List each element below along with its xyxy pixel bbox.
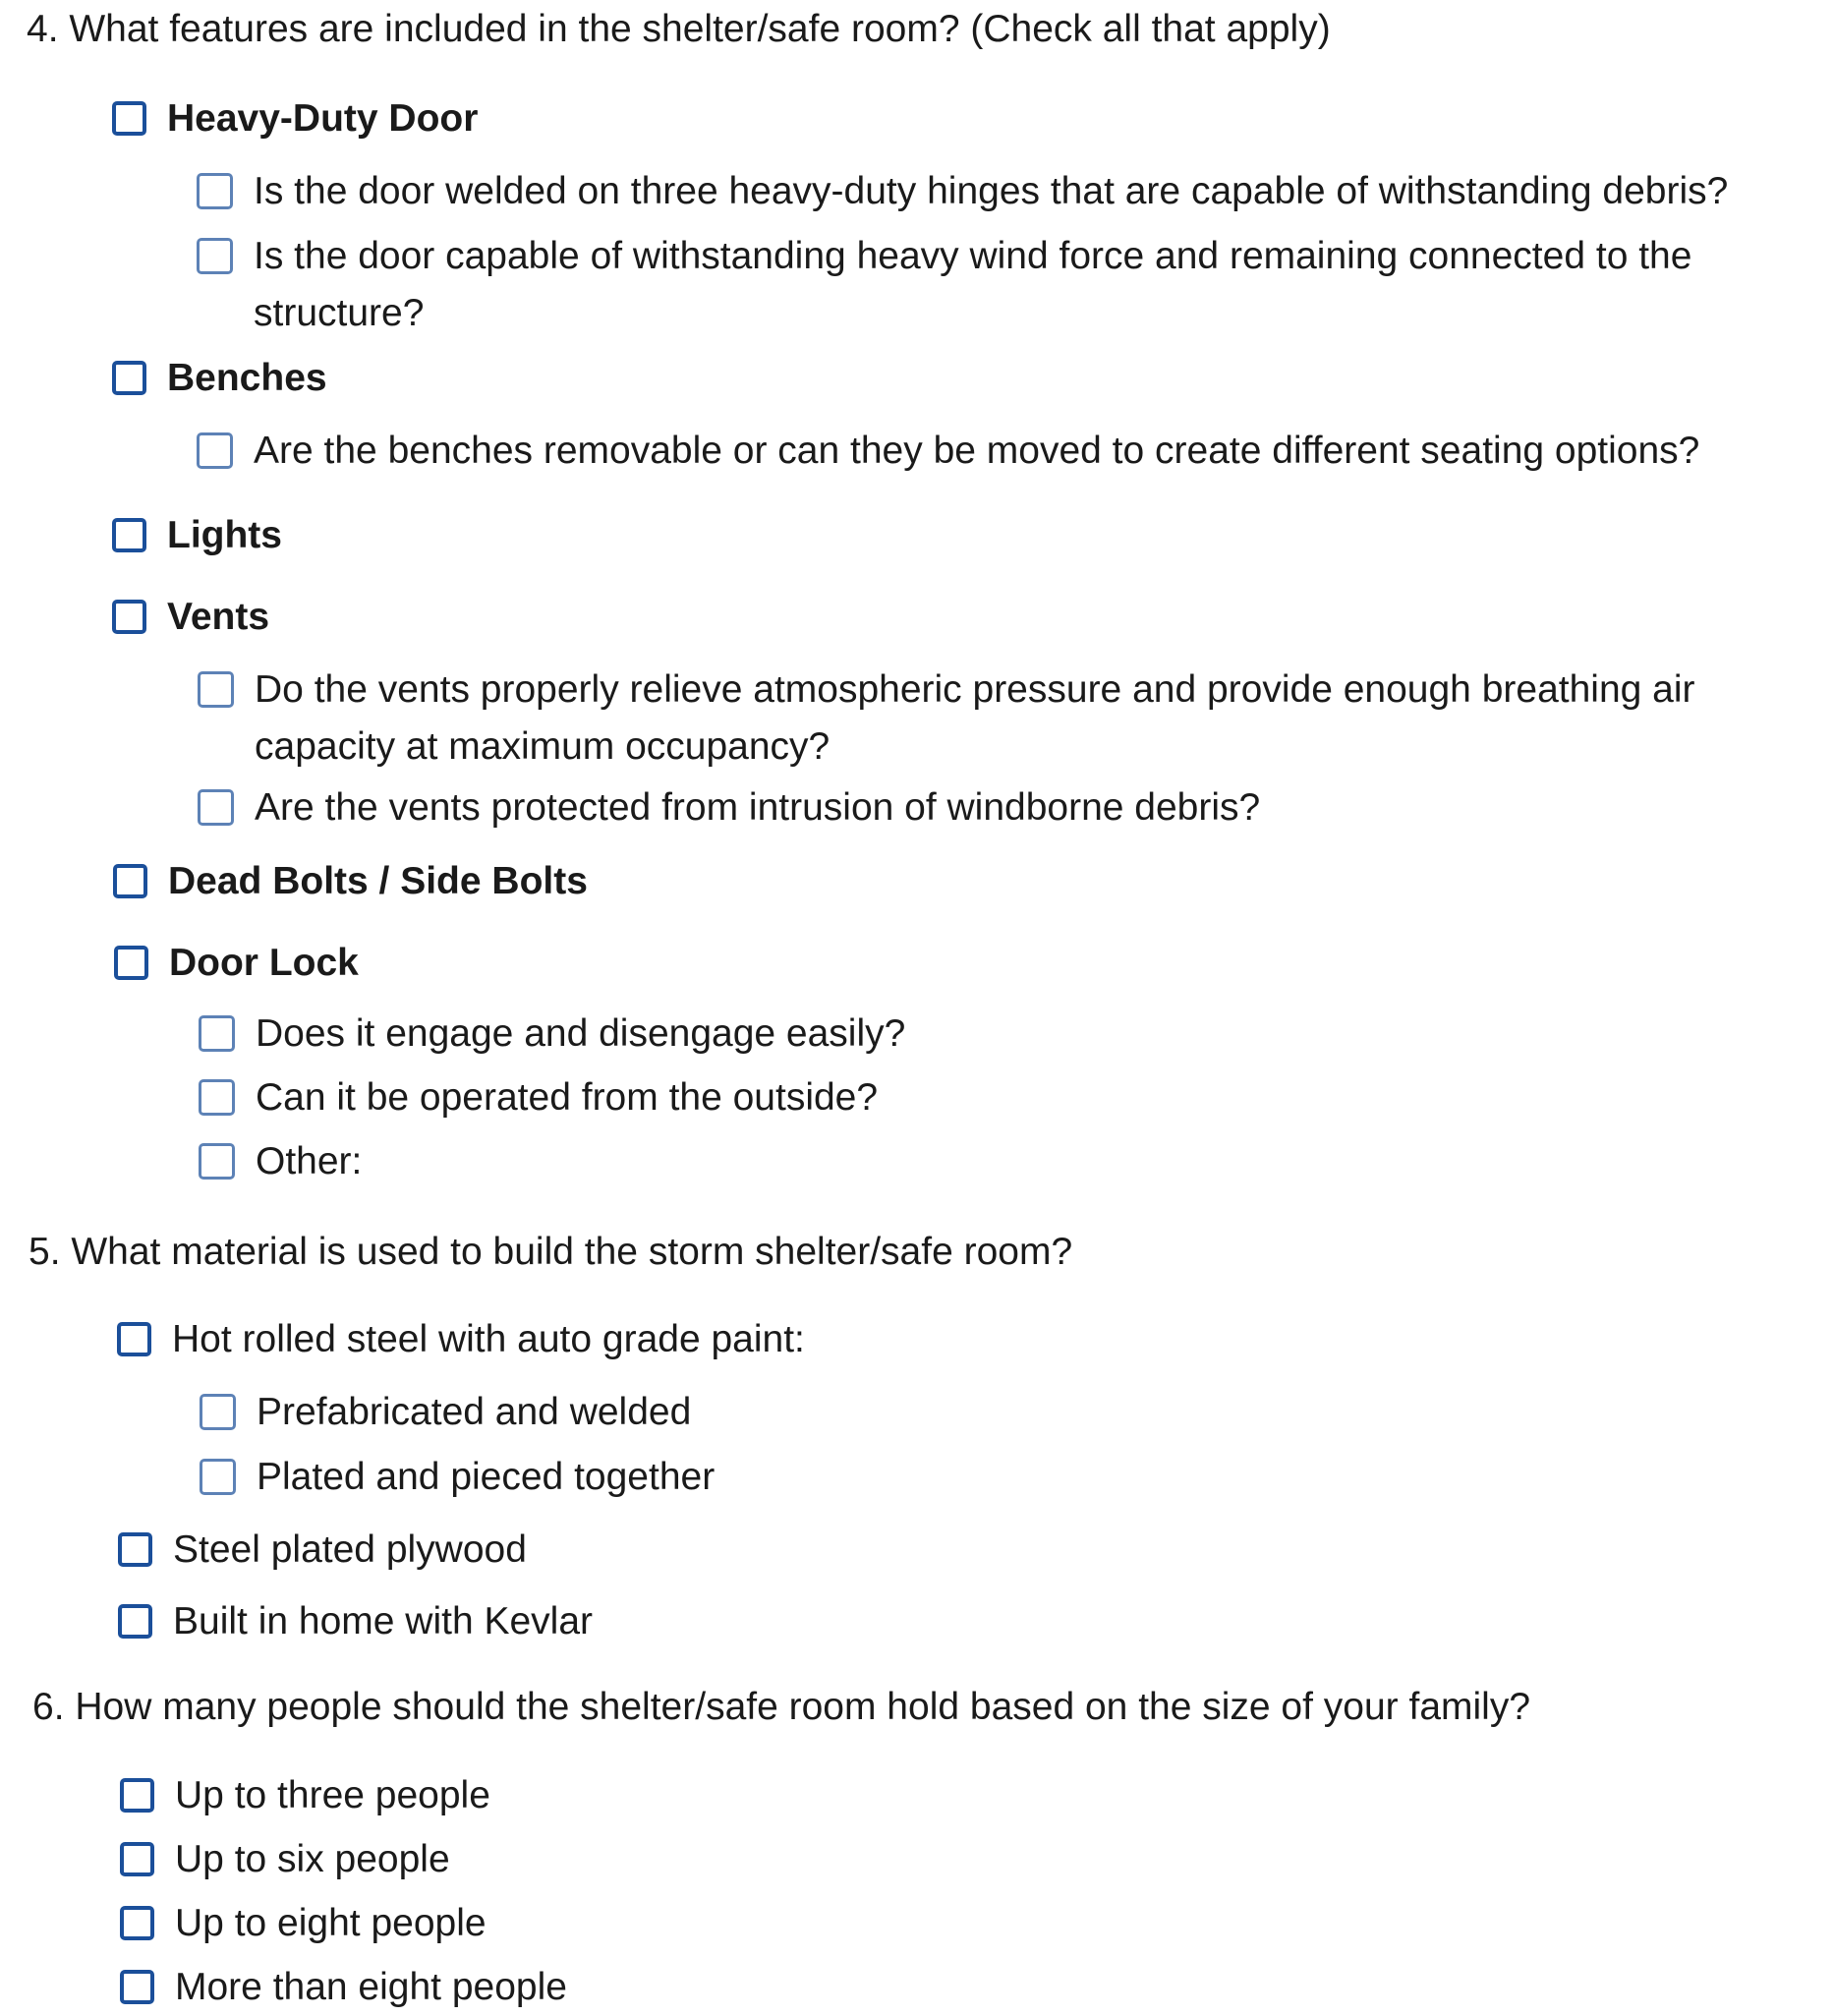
option-label: Prefabricated and welded <box>257 1391 692 1433</box>
checkbox[interactable] <box>113 864 147 898</box>
option-up-to-eight[interactable] <box>120 1895 487 1952</box>
option-label: Are the vents protected from intrusion of windborne debris? <box>255 786 1261 829</box>
checkbox[interactable] <box>112 518 146 552</box>
option-label: Heavy-Duty Door <box>167 97 479 140</box>
sub-option-benches-removable[interactable] <box>197 423 1699 480</box>
checkbox[interactable] <box>197 432 233 469</box>
option-vents[interactable] <box>112 589 269 646</box>
option-label: Is the door welded on three heavy-duty hinges that are capable of withstanding debris? <box>254 170 1729 212</box>
option-dead-bolts[interactable] <box>113 853 588 910</box>
checkbox[interactable] <box>118 1604 152 1639</box>
option-label: Are the benches removable or can they be moved to create different seating options? <box>254 430 1700 472</box>
checkbox[interactable] <box>120 1778 154 1813</box>
checkbox[interactable] <box>198 671 234 708</box>
sub-option-lock-outside[interactable] <box>199 1069 878 1126</box>
checkbox[interactable] <box>199 1015 235 1052</box>
checkbox[interactable] <box>199 1079 235 1116</box>
checkbox[interactable] <box>120 1842 154 1876</box>
sub-option-vents-debris[interactable] <box>198 779 1260 836</box>
option-lights[interactable] <box>112 507 282 564</box>
checkbox[interactable] <box>114 946 148 980</box>
checkbox[interactable] <box>198 789 234 826</box>
option-label: Vents <box>167 596 270 638</box>
question-5-text: 5. What material is used to build the storm shelter/safe room? <box>29 1231 1073 1273</box>
option-label: More than eight people <box>175 1966 567 2008</box>
checkbox[interactable] <box>199 1143 235 1180</box>
option-label: Up to six people <box>175 1838 450 1880</box>
option-label: Hot rolled steel with auto grade paint: <box>172 1318 805 1360</box>
option-label: Up to three people <box>175 1774 490 1816</box>
option-label: Built in home with Kevlar <box>173 1600 594 1642</box>
checkbox[interactable] <box>197 173 233 209</box>
option-label: Benches <box>167 357 327 399</box>
sub-option-vents-pressure[interactable] <box>198 662 1788 776</box>
checkbox[interactable] <box>197 238 233 274</box>
question-6-text: 6. How many people should the shelter/safe room hold based on the size of your family? <box>32 1686 1531 1728</box>
option-steel-plated-plywood[interactable] <box>118 1522 527 1579</box>
option-label: Other: <box>256 1140 363 1182</box>
option-kevlar[interactable] <box>118 1593 593 1650</box>
option-label: Can it be operated from the outside? <box>256 1076 879 1119</box>
sub-option-lock-engage[interactable] <box>199 1006 905 1063</box>
option-label: Does it engage and disengage easily? <box>256 1012 906 1055</box>
option-hot-rolled-steel[interactable] <box>117 1311 805 1368</box>
sub-option-plated[interactable] <box>200 1449 715 1506</box>
checkbox[interactable] <box>118 1532 152 1567</box>
checkbox[interactable] <box>117 1322 151 1356</box>
checkbox[interactable] <box>120 1906 154 1940</box>
option-up-to-three[interactable] <box>120 1767 490 1824</box>
checkbox[interactable] <box>112 101 146 136</box>
checkbox[interactable] <box>200 1459 236 1495</box>
option-label: Dead Bolts / Side Bolts <box>168 860 588 902</box>
option-up-to-six[interactable] <box>120 1831 450 1888</box>
option-heavy-duty-door[interactable] <box>112 90 478 147</box>
checkbox[interactable] <box>112 361 146 395</box>
sub-option-prefabricated[interactable] <box>200 1384 691 1441</box>
option-benches[interactable] <box>112 350 327 407</box>
option-label: Lights <box>167 514 282 556</box>
option-label: Steel plated plywood <box>173 1528 527 1571</box>
option-label: Is the door capable of withstanding heavy wind force and remaining connected to the structure? <box>254 235 1692 334</box>
option-more-than-eight[interactable] <box>120 1959 567 2016</box>
option-label: Do the vents properly relieve atmospheric pressure and provide enough breathing air capacity at maximum occupancy? <box>255 668 1695 768</box>
option-door-lock[interactable] <box>114 935 359 992</box>
sub-option-door-wind-force[interactable] <box>197 228 1787 342</box>
checkbox[interactable] <box>200 1394 236 1430</box>
checkbox[interactable] <box>120 1970 154 2004</box>
sub-option-door-hinges[interactable] <box>197 163 1728 220</box>
question-4-text: 4. What features are included in the shelter/safe room? (Check all that apply) <box>27 8 1331 50</box>
sub-option-lock-other[interactable] <box>199 1133 362 1190</box>
option-label: Up to eight people <box>175 1902 487 1944</box>
option-label: Door Lock <box>169 942 359 984</box>
checkbox[interactable] <box>112 600 146 634</box>
option-label: Plated and pieced together <box>257 1456 716 1498</box>
